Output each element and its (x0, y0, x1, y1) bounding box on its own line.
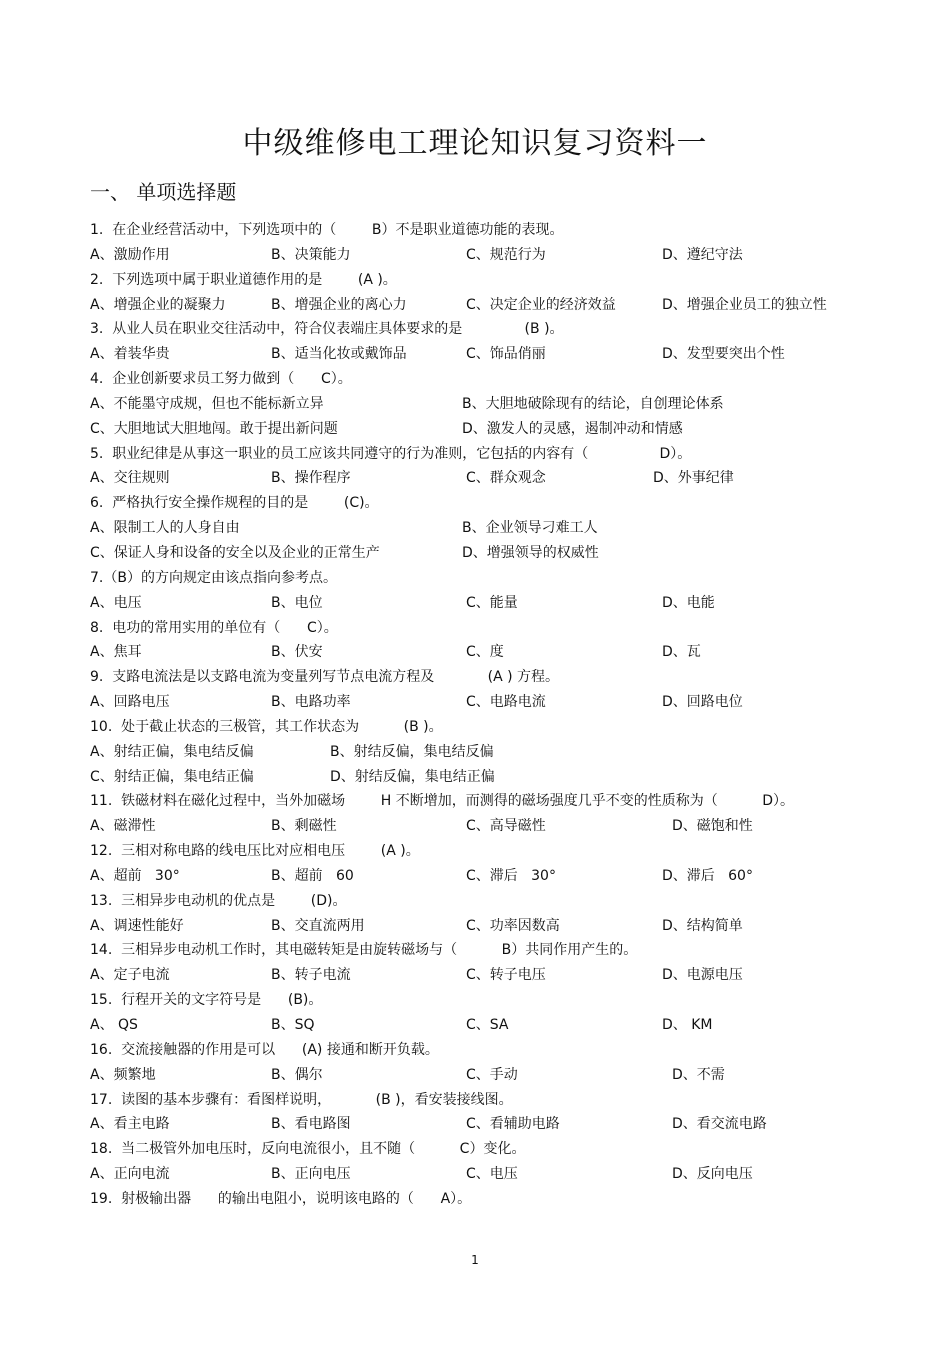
option-b: B、剩磁性 (271, 818, 337, 835)
question-text: 5. 职业纪律是从事这一职业的员工应该共同遵守的行为准则，它包括的内容有（ D）。 (90, 445, 692, 462)
option-a: A、磁滞性 (90, 818, 156, 835)
option-c: C、度 (466, 644, 504, 661)
question-text: 13. 三相异步电动机的优点是 (D)。 (90, 892, 347, 909)
option-d: D、滞后 60° (662, 867, 753, 884)
option-b: B、操作程序 (271, 470, 351, 487)
option-a: A、不能墨守成规，但也不能标新立异 (90, 395, 324, 412)
option-d: D、增强企业员工的独立性 (662, 296, 827, 313)
options-row (90, 243, 910, 268)
option-c: C、电路电流 (466, 694, 546, 711)
option-a: A、交往规则 (90, 470, 170, 487)
question-text: 4. 企业创新要求员工努力做到（ C）。 (90, 371, 352, 388)
option-b: D、激发人的灵感，遏制冲动和情感 (462, 420, 683, 437)
option-b: B、伏安 (271, 644, 323, 661)
options-row (90, 541, 910, 566)
option-b: B、超前 60 (271, 867, 354, 884)
option-b: B、大胆地破除现有的结论，自创理论体系 (462, 395, 724, 412)
option-a: A、看主电路 (90, 1116, 170, 1133)
question-text: 10. 处于截止状态的三极管，其工作状态为 (B )。 (90, 718, 443, 735)
options-row (90, 1063, 910, 1088)
option-c: C、决定企业的经济效益 (466, 296, 616, 313)
options-row (90, 740, 910, 765)
option-c: C、手动 (466, 1066, 518, 1083)
option-c: C、高导磁性 (466, 818, 546, 835)
option-a: A、频繁地 (90, 1066, 156, 1083)
option-b: B、射结反偏，集电结反偏 (330, 743, 494, 760)
question-text: 2. 下列选项中属于职业道德作用的是 (A )。 (90, 271, 397, 288)
option-d: D、看交流电路 (672, 1116, 767, 1133)
question-text: 18. 当二极管外加电压时，反向电流很小，且不随（ C）变化。 (90, 1141, 526, 1158)
option-b: B、转子电流 (271, 967, 351, 984)
option-b: B、看电路图 (271, 1116, 351, 1133)
option-c: C、功率因数高 (466, 917, 560, 934)
option-c: C、看辅助电路 (466, 1116, 560, 1133)
option-a: A、电压 (90, 594, 142, 611)
option-d: D、磁饱和性 (672, 818, 753, 835)
option-c: C、电压 (466, 1166, 518, 1183)
options-row (90, 591, 910, 616)
question-list (90, 218, 910, 1212)
options-row (90, 392, 910, 417)
option-a: A、超前 30° (90, 867, 180, 884)
option-a: A、调速性能好 (90, 917, 184, 934)
section-heading: 一、 单项选择题 (90, 180, 237, 204)
option-a: A、限制工人的人身自由 (90, 520, 240, 537)
option-a: C、射结正偏，集电结正偏 (90, 768, 254, 785)
option-b: B、适当化妆或戴饰品 (271, 346, 407, 363)
option-b: D、增强领导的权威性 (462, 544, 599, 561)
question-text: 6. 严格执行安全操作规程的目的是 (C)。 (90, 495, 379, 512)
question-text: 14. 三相异步电动机工作时，其电磁转矩是由旋转磁场与（ B）共同作用产生的。 (90, 942, 638, 959)
option-a: A、 QS (90, 1017, 138, 1033)
options-row (90, 466, 910, 491)
question-text: 12. 三相对称电路的线电压比对应相电压 (A )。 (90, 843, 420, 860)
options-row (90, 864, 910, 889)
option-a: A、增强企业的凝聚力 (90, 296, 226, 313)
option-d: D、瓦 (662, 644, 701, 661)
page-title: 中级维修电工理论知识复习资料一 (242, 126, 708, 161)
question-text: 11. 铁磁材料在磁化过程中，当外加磁场 H 不断增加，而测得的磁场强度几乎不变的性质称为（ D）。 (90, 793, 795, 810)
page-number: 1 (471, 1253, 479, 1267)
options-row (90, 1112, 910, 1137)
question-text: 3. 从业人员在职业交往活动中，符合仪表端庄具体要求的是 (B )。 (90, 321, 564, 338)
option-d: D、遵纪守法 (662, 246, 743, 263)
option-b: B、决策能力 (271, 246, 351, 263)
options-row (90, 293, 910, 318)
question-text: 9. 支路电流法是以支路电流为变量列写节点电流方程及 (A ) 方程。 (90, 669, 560, 686)
option-a: A、定子电流 (90, 967, 170, 984)
options-row (90, 765, 910, 790)
option-d: D、反向电压 (672, 1166, 753, 1183)
option-d: D、电源电压 (662, 967, 743, 984)
option-a: C、保证人身和设备的安全以及企业的正常生产 (90, 544, 380, 561)
option-c: C、群众观念 (466, 470, 546, 487)
option-a: A、焦耳 (90, 644, 142, 661)
option-b: B、企业领导刁难工人 (462, 520, 598, 537)
option-a: A、射结正偏，集电结反偏 (90, 743, 254, 760)
question-text: 1. 在企业经营活动中，下列选项中的（ B）不是职业道德功能的表现。 (90, 222, 564, 238)
options-row (90, 342, 910, 367)
option-b: B、增强企业的离心力 (271, 296, 407, 313)
question-text: 15. 行程开关的文字符号是 (B)。 (90, 992, 323, 1009)
option-b: B、交直流两用 (271, 917, 365, 934)
option-b: B、SQ (271, 1017, 315, 1033)
option-c: C、滞后 30° (466, 867, 556, 884)
option-c: C、SA (466, 1017, 509, 1033)
option-b: B、电路功率 (271, 694, 351, 711)
question-text: 16. 交流接触器的作用是可以 (A) 接通和断开负载。 (90, 1041, 439, 1058)
options-row (90, 690, 910, 715)
option-c: C、规范行为 (466, 246, 546, 263)
option-a: A、正向电流 (90, 1166, 170, 1183)
question-text: 19. 射极输出器 的输出电阻小，说明该电路的（ A）。 (90, 1190, 472, 1207)
option-d: D、发型要突出个性 (662, 346, 785, 363)
option-b: D、射结反偏，集电结正偏 (330, 768, 495, 785)
option-c: C、转子电压 (466, 967, 546, 984)
option-b: B、电位 (271, 594, 323, 611)
option-d: D、电能 (662, 594, 715, 611)
option-d: D、 KM (662, 1017, 713, 1033)
options-row (90, 1013, 910, 1038)
option-c: C、能量 (466, 594, 518, 611)
options-row (90, 516, 910, 541)
options-row (90, 1162, 910, 1187)
options-row (90, 417, 910, 442)
option-b: B、偶尔 (271, 1066, 323, 1083)
options-row (90, 914, 910, 939)
question-text: 8. 电功的常用实用的单位有（ C）。 (90, 619, 338, 636)
option-a: A、激励作用 (90, 246, 170, 263)
option-d: D、结构简单 (662, 917, 743, 934)
question-text: 17. 读图的基本步骤有：看图样说明， (B )，看安装接线图。 (90, 1091, 513, 1108)
options-row (90, 963, 910, 988)
options-row (90, 814, 910, 839)
question-text: 7.（B）的方向规定由该点指向参考点。 (90, 569, 337, 586)
option-a: C、大胆地试大胆地闯。敢于提出新问题 (90, 420, 338, 437)
option-d: D、回路电位 (662, 694, 743, 711)
option-c: C、饰品俏丽 (466, 346, 546, 363)
option-d: D、外事纪律 (653, 470, 734, 487)
option-a: A、回路电压 (90, 694, 170, 711)
options-row (90, 640, 910, 665)
option-d: D、不需 (672, 1066, 725, 1083)
option-b: B、正向电压 (271, 1166, 351, 1183)
option-a: A、着装华贵 (90, 346, 170, 363)
